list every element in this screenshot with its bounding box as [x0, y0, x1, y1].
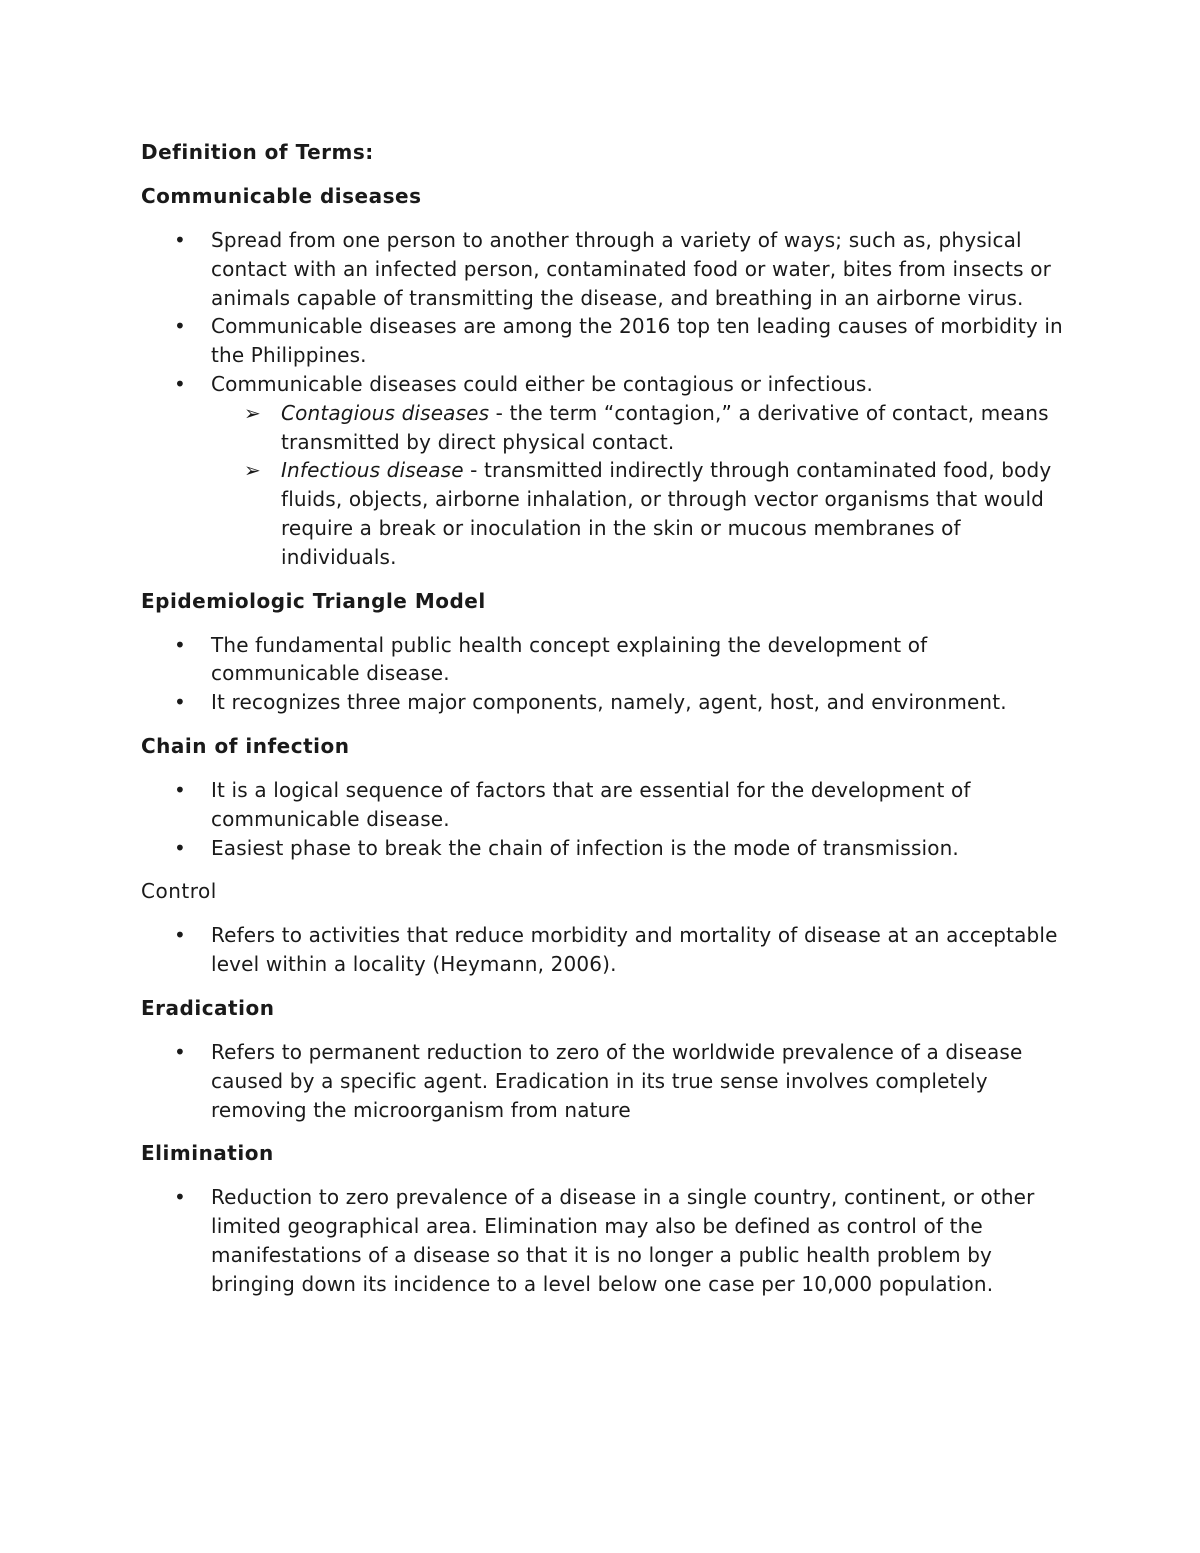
document-body	[141, 138, 1071, 1299]
arrow-bullet-icon: ➢	[244, 458, 261, 483]
section-heading-epidemiologic-triangle: Epidemiologic Triangle Model	[141, 588, 486, 613]
arrow-bullet-icon: ➢	[244, 400, 261, 425]
sub-list-item	[211, 456, 1071, 571]
document-title: Definition of Terms:	[141, 140, 374, 164]
list-item-text: It recognizes three major components, namely, agent, host, and environment.	[211, 690, 1007, 715]
list-item-text: It is a logical sequence of factors that are essential for the development of communicable disease.	[211, 777, 971, 831]
sub-list-item	[211, 399, 1071, 457]
section-heading-elimination: Elimination	[141, 1141, 274, 1166]
list-item	[141, 834, 1071, 863]
sub-list	[211, 399, 1071, 572]
sub-list-item-text: - transmitted indirectly through contaminated food, body fluids, objects, airborne inhalation, or through vector organisms that would require a break or inoculation in the skin or mucous membranes of individuals.	[281, 458, 1052, 569]
bullet-list	[141, 1183, 1071, 1298]
list-item	[141, 312, 1071, 370]
list-item-text: Communicable diseases are among the 2016 top ten leading causes of morbidity in the Philippines.	[211, 314, 1063, 368]
list-item	[141, 370, 1071, 572]
bullet-list	[141, 226, 1071, 572]
bullet-icon: •	[174, 777, 186, 802]
list-item-text: Spread from one person to another through a variety of ways; such as, physical contact with an infected person, contaminated food or water, bites from insects or animals capable of transmitting the disease, and breathing in an airborne virus.	[211, 228, 1051, 310]
bullet-list	[141, 631, 1071, 717]
list-item-text: Refers to permanent reduction to zero of the worldwide prevalence of a disease caused by a specific agent. Eradication in its true sense involves completely removing the microorganism from nature	[211, 1039, 1023, 1122]
bullet-icon: •	[174, 371, 186, 396]
section-heading-control: Control	[141, 879, 217, 904]
term-contagious-diseases: Contagious diseases	[281, 400, 490, 425]
bullet-icon: •	[174, 835, 186, 860]
bullet-icon: •	[174, 690, 186, 715]
sub-list-item-text: - the term “contagion,” a derivative of contact, means transmitted by direct physical contact.	[281, 400, 1049, 454]
bullet-list	[141, 921, 1071, 979]
section-heading-eradication: Eradication	[141, 995, 275, 1020]
list-item	[141, 688, 1071, 717]
list-item	[141, 1183, 1071, 1298]
list-item	[141, 631, 1071, 689]
list-item-text: The fundamental public health concept explaining the development of communicable disease.	[211, 632, 928, 686]
list-item	[141, 1038, 1071, 1124]
bullet-icon: •	[174, 1039, 186, 1064]
list-item	[141, 226, 1071, 312]
term-infectious-disease: Infectious disease	[281, 458, 464, 483]
list-item-text: Reduction to zero prevalence of a disease in a single country, continent, or other limited geographical area. Elimination may also be defined as control of the manifestations of a disease so that it is no longer a public health problem by bringing down its incidence to a level below one case per 10,000 population.	[211, 1185, 1035, 1296]
list-item	[141, 921, 1071, 979]
list-item-text: Communicable diseases could either be contagious or infectious.	[211, 371, 873, 396]
bullet-icon: •	[174, 632, 186, 657]
bullet-icon: •	[174, 314, 186, 339]
list-item-text: Easiest phase to break the chain of infection is the mode of transmission.	[211, 835, 959, 860]
bullet-icon: •	[174, 228, 186, 252]
bullet-list	[141, 776, 1071, 862]
bullet-list	[141, 1038, 1071, 1124]
bullet-icon: •	[174, 923, 186, 948]
list-item-text: Refers to activities that reduce morbidity and mortality of disease at an acceptable level within a locality (Heymann, 2006).	[211, 923, 1058, 977]
section-heading-communicable-diseases: Communicable diseases	[141, 184, 422, 208]
list-item	[141, 776, 1071, 834]
bullet-icon: •	[174, 1185, 186, 1210]
section-heading-chain-of-infection: Chain of infection	[141, 733, 350, 758]
